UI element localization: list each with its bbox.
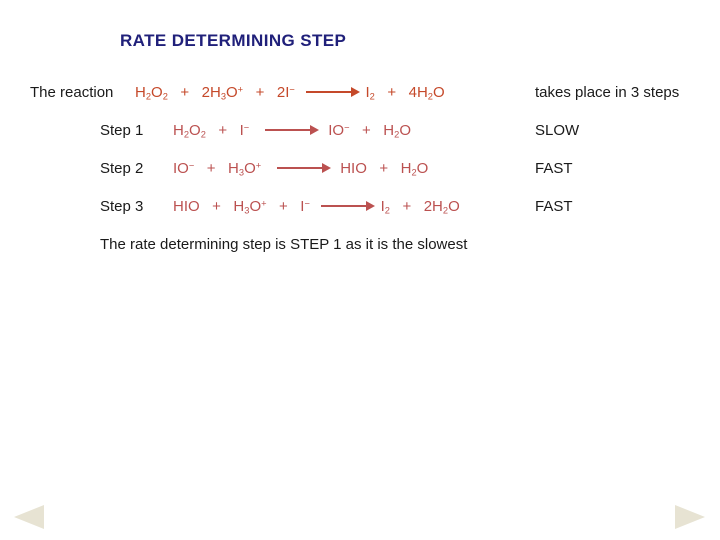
previous-slide-button left-arrow-icon[interactable] <box>14 505 44 529</box>
overall-reaction-formula: $H_2O_2 + 2H_3O^+ + 2I^-$ $I_2 + 4H_2O$ <box>135 84 445 102</box>
reaction-arrow-icon <box>321 205 367 207</box>
step-formula: HIO + $H_3O^+ + I^-$ $I_2 + 2H_2O$ <box>173 198 460 216</box>
subscript: 2 <box>442 205 449 216</box>
subscript: 2 <box>183 129 190 140</box>
superscript: + <box>261 198 267 209</box>
subscript: 2 <box>384 205 390 216</box>
step-rate-label: FAST <box>535 160 573 177</box>
subscript: 2 <box>394 129 400 140</box>
superscript: + <box>255 160 262 171</box>
reaction-arrow-icon <box>265 129 311 131</box>
superscript: − <box>243 122 250 133</box>
subscript: 3 <box>238 167 245 178</box>
conclusion-text: The rate determining step is STEP 1 as it is the slowest <box>100 236 468 253</box>
reaction-arrow-icon <box>277 167 323 169</box>
subscript: 2 <box>200 129 206 140</box>
subscript: 3 <box>220 91 226 102</box>
superscript: − <box>289 84 295 95</box>
step-formula: $IO^- + H_3O^+$ HIO + $H_2O$ <box>173 160 429 178</box>
step-rate-label: SLOW <box>535 122 580 139</box>
subscript: 3 <box>244 205 250 216</box>
overall-reaction-row <box>0 84 720 106</box>
subscript: 2 <box>427 91 433 102</box>
reaction-prefix-text: The reaction <box>30 84 114 101</box>
step-rate-label: FAST <box>535 198 573 215</box>
subscript: 2 <box>145 91 152 102</box>
superscript: − <box>188 160 195 171</box>
step-formula: $H_2O_2 + I^-$ $IO^- + H_2O$ <box>173 122 411 140</box>
reaction-suffix-text: takes place in 3 steps <box>535 84 680 101</box>
step-label: Step 1 <box>100 122 144 139</box>
subscript: 2 <box>411 167 417 178</box>
superscript: − <box>304 198 310 209</box>
step-row <box>0 198 720 220</box>
reaction-arrow-icon <box>306 91 352 93</box>
slide-title: RATE DETERMINING STEP <box>120 31 347 50</box>
conclusion-row <box>0 236 720 258</box>
step-label: Step 3 <box>100 198 144 215</box>
next-slide-button right-arrow-icon[interactable] <box>675 505 705 529</box>
step-row <box>0 122 720 144</box>
superscript: + <box>237 84 244 95</box>
step-label: Step 2 <box>100 160 144 177</box>
superscript: − <box>344 122 350 133</box>
subscript: 2 <box>162 91 168 102</box>
step-row <box>0 160 720 182</box>
subscript: 2 <box>369 91 375 102</box>
